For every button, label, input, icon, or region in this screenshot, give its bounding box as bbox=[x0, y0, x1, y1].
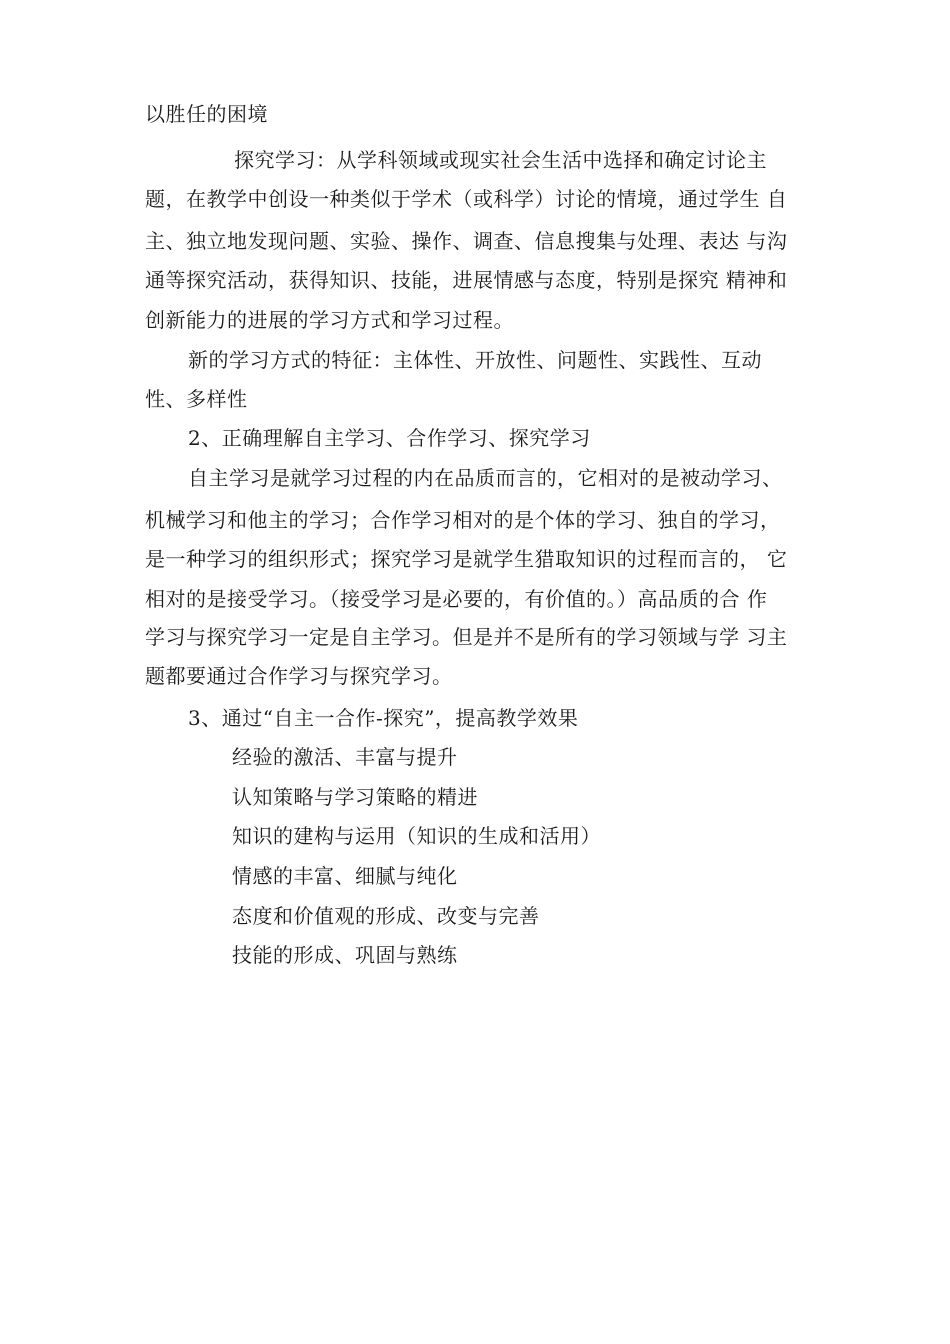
text-line: 通等探究活动，获得知识、技能，进展情感与态度，特别是探究 精神和 bbox=[145, 268, 788, 292]
list-item: 态度和价值观的形成、改变与完善 bbox=[232, 904, 540, 928]
paragraph-understanding: 自主学习是就学习过程的内在品质而言的，它相对的是被动学习、 bbox=[188, 466, 783, 490]
list-item: 认知策略与学习策略的精进 bbox=[232, 785, 478, 809]
text-line: 机械学习和他主的学习；合作学习相对的是个体的学习、独自的学习， bbox=[145, 508, 781, 532]
paragraph-features: 新的学习方式的特征：主体性、开放性、问题性、实践性、互动 bbox=[188, 348, 762, 372]
section-heading-2: 2、正确理解自主学习、合作学习、探究学习 bbox=[188, 426, 591, 450]
text-line: 主、独立地发现问题、实验、操作、调查、信息搜集与处理、表达 与沟 bbox=[145, 229, 788, 253]
list-item: 技能的形成、巩固与熟练 bbox=[232, 943, 458, 967]
list-item: 情感的丰富、细腻与纯化 bbox=[232, 864, 458, 888]
section-heading-3: 3、通过“自主一合作-探究”，提高教学效果 bbox=[188, 706, 579, 730]
text-line: 创新能力的进展的学习方式和学习过程。 bbox=[145, 308, 514, 332]
list-item: 经验的激活、丰富与提升 bbox=[232, 745, 458, 769]
text-line: 相对的是接受学习。（接受学习是必要的，有价值的。）高品质的合 作 bbox=[145, 587, 768, 611]
text-line: 性、多样性 bbox=[145, 387, 248, 411]
list-item: 知识的建构与运用（知识的生成和活用） bbox=[232, 824, 601, 848]
text-line: 是一种学习的组织形式；探究学习是就学生猎取知识的过程而言的， 它 bbox=[145, 547, 788, 571]
text-line: 题都要通过合作学习与探究学习。 bbox=[145, 664, 453, 688]
text-line: 学习与探究学习一定是自主学习。但是并不是所有的学习领域与学 习主 bbox=[145, 625, 788, 649]
text-line: 题，在教学中创设一种类似于学术（或科学）讨论的情境，通过学生 自 bbox=[145, 187, 788, 211]
text-line: 以胜任的困境 bbox=[145, 102, 268, 126]
paragraph-inquiry-learning: 探究学习：从学科领域或现实社会生活中选择和确定讨论主 bbox=[234, 148, 767, 172]
